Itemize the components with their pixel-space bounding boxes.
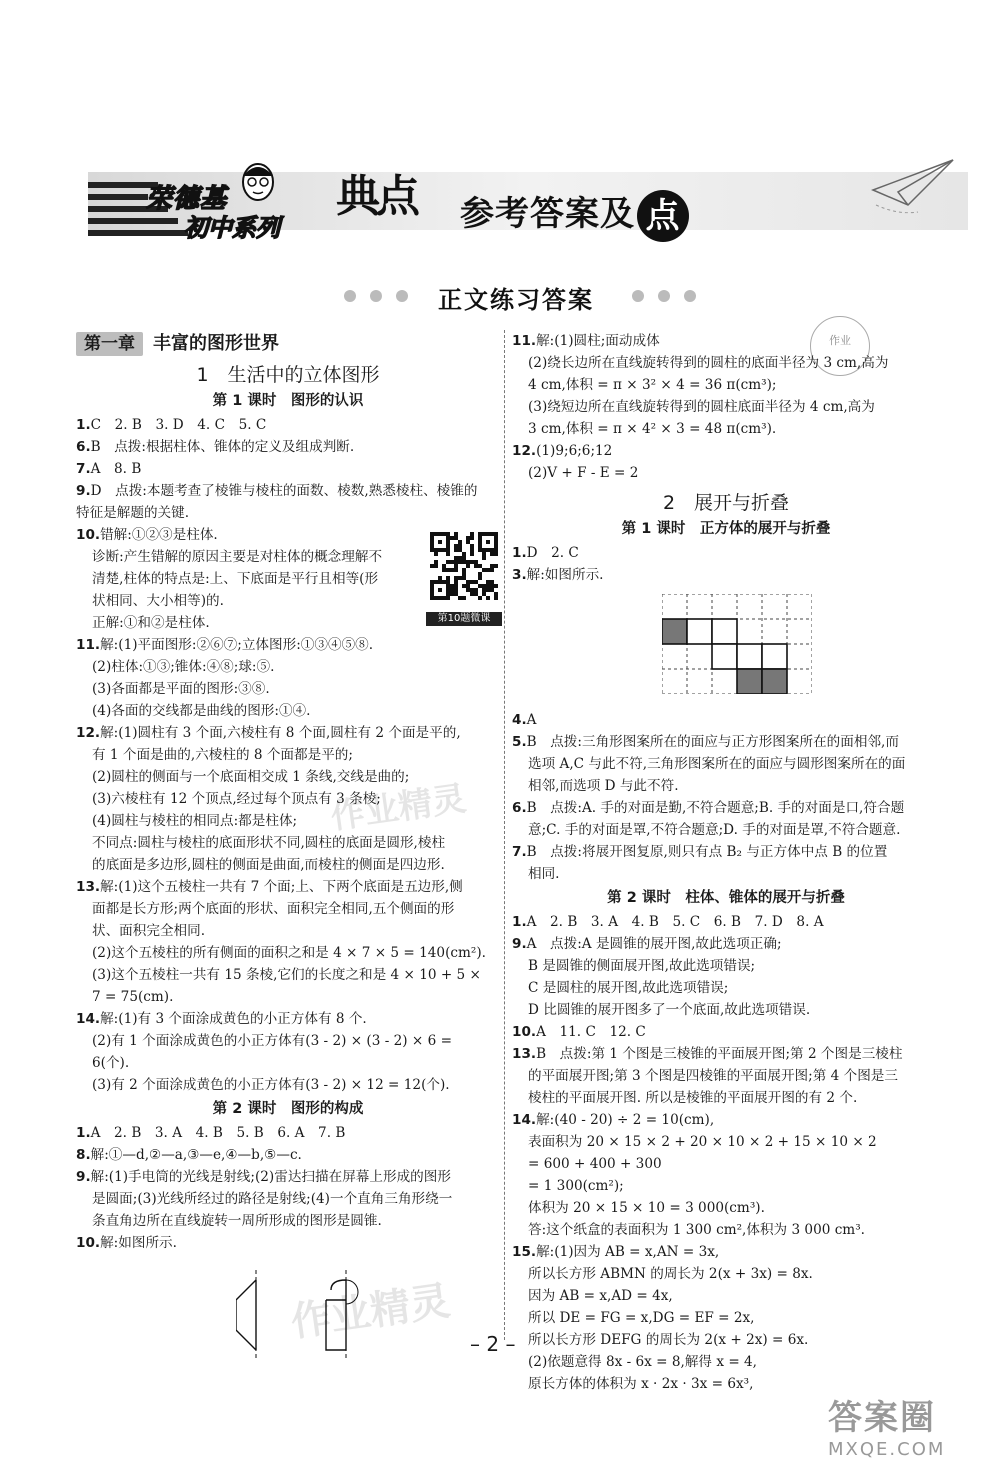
answer-text: B 是圆锥的侧面展开图,故此选项错误; <box>528 958 756 974</box>
page-number: – 2 – <box>470 1332 516 1356</box>
site-watermark <box>828 1390 978 1460</box>
answer-text: 解:(1)有 3 个面涂成黄色的小正方体有 8 个. <box>100 1011 367 1027</box>
answer-line <box>76 898 500 920</box>
answer-line <box>512 863 940 885</box>
answer-line <box>512 999 940 1021</box>
answer-line <box>512 933 940 955</box>
answer-text: 答:这个纸盒的表面积为 1 300 cm²,体积为 3 000 cm³. <box>528 1222 865 1238</box>
answer-line <box>76 1074 500 1096</box>
lesson-title: 第 1 课时 图形的认识 <box>212 393 364 409</box>
answer-line <box>76 700 500 722</box>
left-column <box>76 330 500 1367</box>
answer-text: 解:(40 - 20) ÷ 2 = 10(cm), <box>536 1112 715 1128</box>
section-title: 正文练习答案 <box>438 286 594 314</box>
answer-text: A 2. B 3. A 4. B 5. C 6. B 7. D 8. A <box>526 914 824 930</box>
answer-text: 表面积为 20 × 15 × 2 + 20 × 10 × 2 + 15 × 10 × 2 <box>528 1134 877 1150</box>
answer-text: 3 cm,体积 = π × 4² × 3 = 48 π(cm³). <box>528 421 777 437</box>
answer-text: 棱柱的平面展开图. 所以是棱锥的平面展开图的有 2 个. <box>528 1090 858 1106</box>
net-square <box>737 644 762 669</box>
answer-text: A <box>526 712 537 728</box>
lesson-title: 第 1 课时 正方体的展开与折叠 <box>621 521 831 537</box>
answer-line <box>512 1241 940 1263</box>
answer-text: 相同. <box>528 866 560 882</box>
question-number: 6. <box>512 800 527 816</box>
answer-text: (3)这个五棱柱一共有 15 条棱,它们的长度之和是 4 × 10 + 5 × <box>92 967 481 983</box>
answer-line <box>76 1030 500 1052</box>
answer-text: 解:如图所示. <box>526 567 604 583</box>
answer-line <box>76 854 500 876</box>
section-name: 1 生活中的立体图形 <box>196 364 380 386</box>
answer-line <box>512 418 940 440</box>
question-number: 15. <box>512 1244 537 1260</box>
question-number: 14. <box>76 1011 101 1027</box>
answer-line <box>512 462 940 484</box>
net-square <box>712 644 737 669</box>
answer-text: 正解:①和②是柱体. <box>92 615 210 631</box>
net-square <box>737 669 762 694</box>
answer-text: D 比圆锥的展开图多了一个底面,故此选项错误. <box>528 1002 811 1018</box>
decor-dot-icon <box>684 290 696 302</box>
answer-text: A 2. B 3. A 4. B 5. B 6. A 7. B <box>90 1125 346 1141</box>
answer-line <box>76 986 500 1008</box>
question-number: 9. <box>76 1169 91 1185</box>
brand-line1: 荣德基 <box>146 184 228 214</box>
answer-line <box>512 1197 940 1219</box>
answer-text: D 2. C <box>526 545 579 561</box>
question-number: 1. <box>512 914 527 930</box>
answer-line <box>76 1188 500 1210</box>
answer-text: 选项 A,C 与此不符,三角形图案所在的面应与圆形图案所在的面 <box>528 756 906 772</box>
answer-line <box>76 634 500 656</box>
answer-line <box>512 1351 940 1373</box>
answer-line <box>512 1043 940 1065</box>
decor-dot-icon <box>370 290 382 302</box>
lesson-title: 第 2 课时 图形的构成 <box>212 1101 364 1117</box>
answer-text: 解:①—d,②—a,③—e,④—b,⑤—c. <box>90 1147 302 1163</box>
chapter-heading <box>76 332 500 356</box>
answer-text: 解:如图所示. <box>100 1235 177 1251</box>
answer-text: A 11. C 12. C <box>536 1024 646 1040</box>
answer-line <box>512 1285 940 1307</box>
question-number: 4. <box>512 712 527 728</box>
answer-text: (1)9;6;6;12 <box>536 443 613 459</box>
answer-line <box>512 1087 940 1109</box>
answer-text: (3)六棱柱有 12 个顶点,经过每个顶点有 3 条棱; <box>92 791 381 807</box>
answer-text: (2)绕长边所在直线旋转得到的圆柱的底面半径为 3 cm,高为 <box>528 355 889 371</box>
answer-line <box>512 374 940 396</box>
answer-line <box>76 1008 500 1030</box>
answer-line <box>76 832 500 854</box>
answer-text: C 是圆柱的展开图,故此选项错误; <box>528 980 729 996</box>
answer-text: 诊断:产生错解的原因主要是对柱体的概念理解不 <box>92 549 383 565</box>
answer-line <box>76 480 500 502</box>
answer-line <box>76 458 500 480</box>
answer-text: 意;C. 手的对面是罩,不符合题意;D. 手的对面是罩,不符合题意. <box>528 822 901 838</box>
answer-line <box>76 1166 500 1188</box>
answer-line <box>512 542 940 564</box>
answer-text: 状相同、大小相等)的. <box>92 593 224 609</box>
answer-text: 解:(1)圆柱;面动成体 <box>536 333 660 349</box>
question-number: 10. <box>76 527 101 543</box>
answer-line <box>512 841 940 863</box>
chapter-badge: 第一章 <box>76 332 143 356</box>
answer-text: 6(个). <box>92 1055 130 1071</box>
answer-text: B 点拨:将展开图复原,则只有点 B₂ 与正方体中点 B 的位置 <box>526 844 888 860</box>
answer-text: (2)有 1 个面涂成黄色的小正方体有(3 - 2) × (3 - 2) × 6 = <box>92 1033 452 1049</box>
answer-text: 所以 DE = FG = x,DG = EF = 2x, <box>528 1310 755 1326</box>
decor-dot-icon <box>396 290 408 302</box>
answer-line <box>76 920 500 942</box>
answer-line <box>512 709 940 731</box>
section-name: 2 展开与折叠 <box>662 492 790 514</box>
answer-text: B 点拨:三角形图案所在的面应与正方形图案所在的面相邻,而 <box>526 734 899 750</box>
question-number: 14. <box>512 1112 537 1128</box>
answer-text: 有 1 个面是曲的,六棱柱的 8 个面都是平的; <box>92 747 353 763</box>
answer-text: (2)柱体:①③;锥体:④⑧;球:⑤. <box>92 659 275 675</box>
question-number: 12. <box>512 443 537 459</box>
answer-text: D 点拨:本题考查了棱锥与棱柱的面数、棱数,熟悉棱柱、棱锥的 <box>90 483 478 499</box>
question-number: 5. <box>512 734 527 750</box>
answer-line <box>76 964 500 986</box>
answer-line <box>76 678 500 700</box>
answer-line <box>512 1263 940 1285</box>
answer-line <box>76 744 500 766</box>
answer-text: 面都是长方形;两个底面的形状、面积完全相同,五个侧面的形 <box>92 901 455 917</box>
paper-plane-icon <box>868 150 958 220</box>
answer-line <box>76 414 500 436</box>
answer-line <box>512 955 940 977</box>
answer-line <box>76 722 500 744</box>
author-portrait-icon <box>233 158 283 210</box>
net-square <box>662 619 687 644</box>
answer-text: B 点拨:A. 手的对面是勤,不符合题意;B. 手的对面是口,符合题 <box>526 800 905 816</box>
header-title-highlight: 点拨 <box>637 190 689 242</box>
question-number: 1. <box>76 417 91 433</box>
answer-text: 体积为 20 × 15 × 10 = 3 000(cm³). <box>528 1200 765 1216</box>
answer-line <box>512 797 940 819</box>
lesson-title: 第 2 课时 柱体、锥体的展开与折叠 <box>607 890 845 906</box>
answer-text: = 1 300(cm²); <box>528 1178 624 1194</box>
answer-line <box>76 1144 500 1166</box>
column-divider <box>504 330 505 1340</box>
answer-text: (4)圆柱与棱柱的相同点:都是柱体; <box>92 813 298 829</box>
answer-text: 所以长方形 ABMN 的周长为 2(x + 3x) = 8x. <box>528 1266 813 1282</box>
question-number: 10. <box>512 1024 537 1040</box>
question-number: 7. <box>76 461 91 477</box>
answer-line <box>76 1210 500 1232</box>
decor-dot-icon <box>658 290 670 302</box>
question-number: 11. <box>76 637 101 653</box>
net-square <box>762 644 787 669</box>
question-number: 3. <box>512 567 527 583</box>
answer-line <box>76 502 500 524</box>
answer-line <box>512 1153 940 1175</box>
answer-line <box>76 1232 500 1254</box>
answer-line <box>512 775 940 797</box>
answer-text: (2)这个五棱柱的所有侧面的面积之和是 4 × 7 × 5 = 140(cm²). <box>92 945 486 961</box>
answer-text: 解:(1)这个五棱柱一共有 7 个面;上、下两个底面是五边形,侧 <box>100 879 463 895</box>
answer-text: 清楚,柱体的特点是:上、下底面是平行且相等(形 <box>92 571 379 587</box>
answer-text: 解:(1)因为 AB = x,AN = 3x, <box>536 1244 720 1260</box>
answer-text: 特征是解题的关键. <box>76 505 190 521</box>
answer-line <box>512 440 940 462</box>
answer-line <box>512 330 940 352</box>
question-number: 10. <box>76 1235 101 1251</box>
answer-text: 解:(1)平面图形:②⑥⑦;立体图形:①③④⑤⑧. <box>100 637 374 653</box>
answer-line <box>512 977 940 999</box>
question-number: 9. <box>512 936 527 952</box>
stamp-text: 作业 <box>829 334 851 347</box>
answer-line <box>512 1175 940 1197</box>
answer-text: 的底面是多边形,圆柱的侧面是曲面,而棱柱的侧面是四边形. <box>92 857 445 873</box>
question-number: 6. <box>76 439 91 455</box>
answer-line <box>512 564 940 586</box>
answer-text: (3)各面都是平面的图形:③⑧. <box>92 681 270 697</box>
answer-text: (2)V + F - E = 2 <box>528 465 639 481</box>
brand-line2: 初中系列 <box>184 214 280 242</box>
answer-text: B 点拨:根据柱体、锥体的定义及组成判断. <box>90 439 355 455</box>
answer-line <box>76 1052 500 1074</box>
question-number: 1. <box>76 1125 91 1141</box>
watermark-url: MXQE.COM <box>828 1439 946 1460</box>
answer-text: 原长方体的体积为 x · 2x · 3x = 6x³, <box>528 1376 754 1392</box>
answer-text: 的平面展开图;第 3 个图是四棱锥的平面展开图;第 4 个图是三 <box>528 1068 898 1084</box>
watermark-text: 作业精灵 <box>288 1278 453 1346</box>
answer-text: (3)绕短边所在直线旋转得到的圆柱底面半径为 4 cm,高为 <box>528 399 875 415</box>
question-number: 7. <box>512 844 527 860</box>
answer-text: 是圆面;(3)光线所经过的路径是射线;(4)一个直角三角形绕一 <box>92 1191 453 1207</box>
answer-line <box>76 436 500 458</box>
right-column <box>512 330 940 1395</box>
answer-line <box>76 1122 500 1144</box>
answer-line <box>512 1021 940 1043</box>
answer-line <box>512 1329 940 1351</box>
logo-dianjing: 典点 <box>336 171 416 222</box>
answer-line <box>512 1219 940 1241</box>
answer-text: 所以长方形 DEFG 的周长为 2(x + 2x) = 6x. <box>528 1332 809 1348</box>
answer-line <box>512 819 940 841</box>
question-number: 13. <box>512 1046 537 1062</box>
net-square <box>712 619 737 644</box>
answer-text: (2)依题意得 8x - 6x = 8,解得 x = 4, <box>528 1354 757 1370</box>
answer-text: (4)各面的交线都是曲线的图形:①④. <box>92 703 311 719</box>
header-title-prefix: 参考答案及 <box>460 194 635 234</box>
question-number: 1. <box>512 545 527 561</box>
answer-line <box>512 911 940 933</box>
answer-line <box>76 942 500 964</box>
chapter-name: 丰富的图形世界 <box>153 333 279 354</box>
question-number: 12. <box>76 725 101 741</box>
answer-line <box>512 1109 940 1131</box>
answer-text: 条直角边所在直线旋转一周所形成的图形是圆锥. <box>92 1213 382 1229</box>
answer-text: 因为 AB = x,AD = 4x, <box>528 1288 673 1304</box>
answer-text: = 600 + 400 + 300 <box>528 1156 662 1172</box>
answer-text: 不同点:圆柱与棱柱的底面形状不同,圆柱的底面是圆形,棱柱 <box>92 835 446 851</box>
answer-line <box>512 1307 940 1329</box>
qr-code-icon <box>428 530 500 616</box>
cube-net-figure <box>662 594 812 694</box>
answer-line <box>76 656 500 678</box>
watermark-logo: 答案圈 <box>828 1398 936 1438</box>
answer-line <box>76 876 500 898</box>
answer-text: 解:(1)手电筒的光线是射线;(2)雷达扫描在屏幕上形成的图形 <box>90 1169 451 1185</box>
answer-text: 错解:①②③是柱体. <box>100 527 218 543</box>
answer-text: (3)有 2 个面涂成黄色的小正方体有(3 - 2) × 12 = 12(个). <box>92 1077 450 1093</box>
header-title <box>460 186 689 288</box>
brand-logo <box>88 164 308 242</box>
answer-text: 解:(1)圆柱有 3 个面,六棱柱有 8 个面,圆柱有 2 个面是平的, <box>100 725 461 741</box>
question-number: 11. <box>512 333 537 349</box>
answer-line <box>512 1065 940 1087</box>
answer-line <box>512 731 940 753</box>
answer-line <box>512 753 940 775</box>
question-number: 13. <box>76 879 101 895</box>
answer-line <box>512 396 940 418</box>
section-heading <box>340 276 720 316</box>
watermark-text: 作业精灵 <box>328 778 469 838</box>
header-banner <box>88 150 968 288</box>
answer-text: A 点拨:A 是圆锥的展开图,故此选项正确; <box>526 936 782 952</box>
answer-text: 状、面积完全相同. <box>92 923 206 939</box>
answer-text: B 点拨:第 1 个图是三棱锥的平面展开图;第 2 个图是三棱柱 <box>536 1046 903 1062</box>
decor-dot-icon <box>632 290 644 302</box>
answer-text: C 2. B 3. D 4. C 5. C <box>90 417 267 433</box>
question-number: 8. <box>76 1147 91 1163</box>
answer-text: 4 cm,体积 = π × 3² × 4 = 36 π(cm³); <box>528 377 777 393</box>
answer-line <box>512 352 940 374</box>
answer-text: 7 = 75(cm). <box>92 989 174 1005</box>
answer-text: (2)圆柱的侧面与一个底面相交成 1 条线,交线是曲的; <box>92 769 410 785</box>
question-number: 9. <box>76 483 91 499</box>
answer-text: A 8. B <box>90 461 142 477</box>
answer-line <box>512 1131 940 1153</box>
net-square <box>762 669 787 694</box>
net-square <box>687 619 712 644</box>
qr-caption: 第10题微课 <box>426 612 502 626</box>
decor-dot-icon <box>344 290 356 302</box>
answer-text: 相邻,而选项 D 与此不符. <box>528 778 679 794</box>
